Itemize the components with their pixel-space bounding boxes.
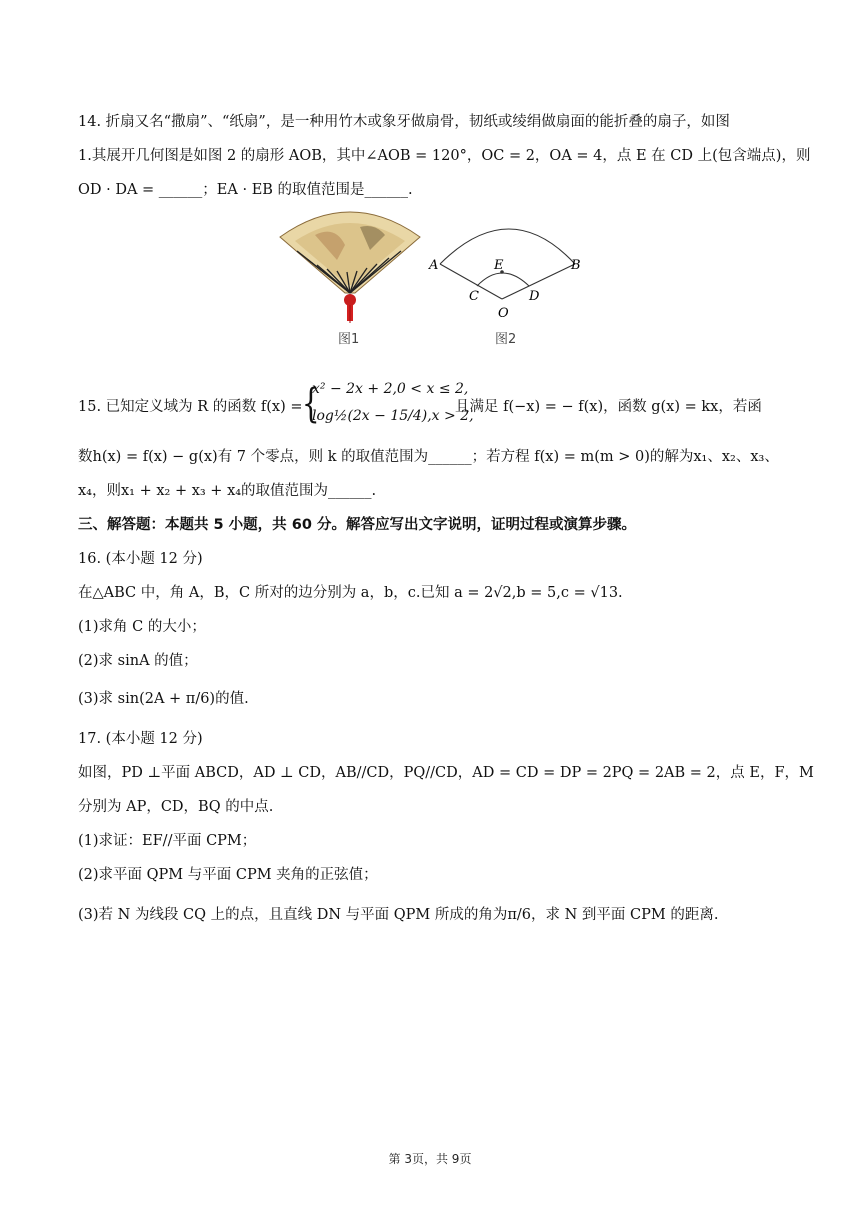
fan-photo-icon <box>275 205 425 325</box>
q15-piece2: log½(2x − 15/4),x > 2, <box>312 408 474 424</box>
q15-line2: 数h(x) = f(x) − g(x)有 7 个零点，则 k 的取值范围为______；若方程 f(x) = m(m > 0)的解为x₁、x₂、x₃、 <box>78 449 779 465</box>
q14-line3: OD · DA = ______；EA · EB 的取值范围是______. <box>78 182 413 198</box>
q14-line1: 14. 折扇又名“撒扇”、“纸扇”，是一种用竹木或象牙做扇骨，韧纸或绫绢做扇面的能折叠的扇子，如图 <box>78 114 730 130</box>
fig2-caption: 图2 <box>495 332 517 347</box>
q17-stem1: 如图，PD ⊥平面 ABCD，AD ⊥ CD，AB//CD，PQ//CD，AD = CD = DP = 2PQ = 2AB = 2，点 E，F，M <box>78 765 814 781</box>
label-O: O <box>498 306 509 321</box>
q17-part3: (3)若 N 为线段 CQ 上的点，且直线 DN 与平面 QPM 所成的角为π/6，求 N 到平面 CPM 的距离. <box>78 907 719 923</box>
section3-heading: 三、解答题：本题共 5 小题，共 60 分。解答应写出文字说明，证明过程或演算步骤。 <box>78 517 636 533</box>
q16-part2: (2)求 sinA 的值； <box>78 653 198 669</box>
q15-suffix: 且满足 f(−x) = − f(x)，函数 g(x) = kx，若函 <box>455 399 762 415</box>
q15-line3: x₄，则x₁ + x₂ + x₃ + x₄的取值范围为______. <box>78 483 377 499</box>
piecewise-brace: { <box>301 381 320 427</box>
q17-part1: (1)求证：EF//平面 CPM； <box>78 833 257 849</box>
q14-line2: 1.其展开几何图是如图 2 的扇形 AOB，其中∠AOB = 120°，OC = 2，OA = 4，点 E 在 CD 上(包含端点)，则 <box>78 148 811 164</box>
q17-header: 17. (本小题 12 分) <box>78 731 203 747</box>
q16-stem: 在△ABC 中，角 A，B，C 所对的边分别为 a，b，c.已知 a = 2√2,b = 5,c = √13. <box>78 585 623 601</box>
fig1-caption: 图1 <box>338 332 360 347</box>
sector-diagram <box>425 212 595 322</box>
q15-prefix: 15. 已知定义域为 R 的函数 f(x) = <box>78 399 303 415</box>
fan-photo-figure <box>275 205 425 325</box>
q16-part1: (1)求角 C 的大小； <box>78 619 206 635</box>
label-A: A <box>429 258 439 273</box>
q17-stem2: 分别为 AP，CD，BQ 的中点. <box>78 799 274 815</box>
q16-header: 16. (本小题 12 分) <box>78 551 203 567</box>
label-B: B <box>571 258 581 273</box>
q17-part2: (2)求平面 QPM 与平面 CPM 夹角的正弦值； <box>78 867 378 883</box>
page-footer: 第 3页，共 9页 <box>388 1152 472 1166</box>
label-C: C <box>469 289 479 304</box>
label-E: E <box>494 258 504 273</box>
q16-part3: (3)求 sin(2A + π/6)的值. <box>78 691 249 707</box>
q15-piece1: x² − 2x + 2,0 < x ≤ 2, <box>312 381 469 397</box>
label-D: D <box>529 289 540 304</box>
